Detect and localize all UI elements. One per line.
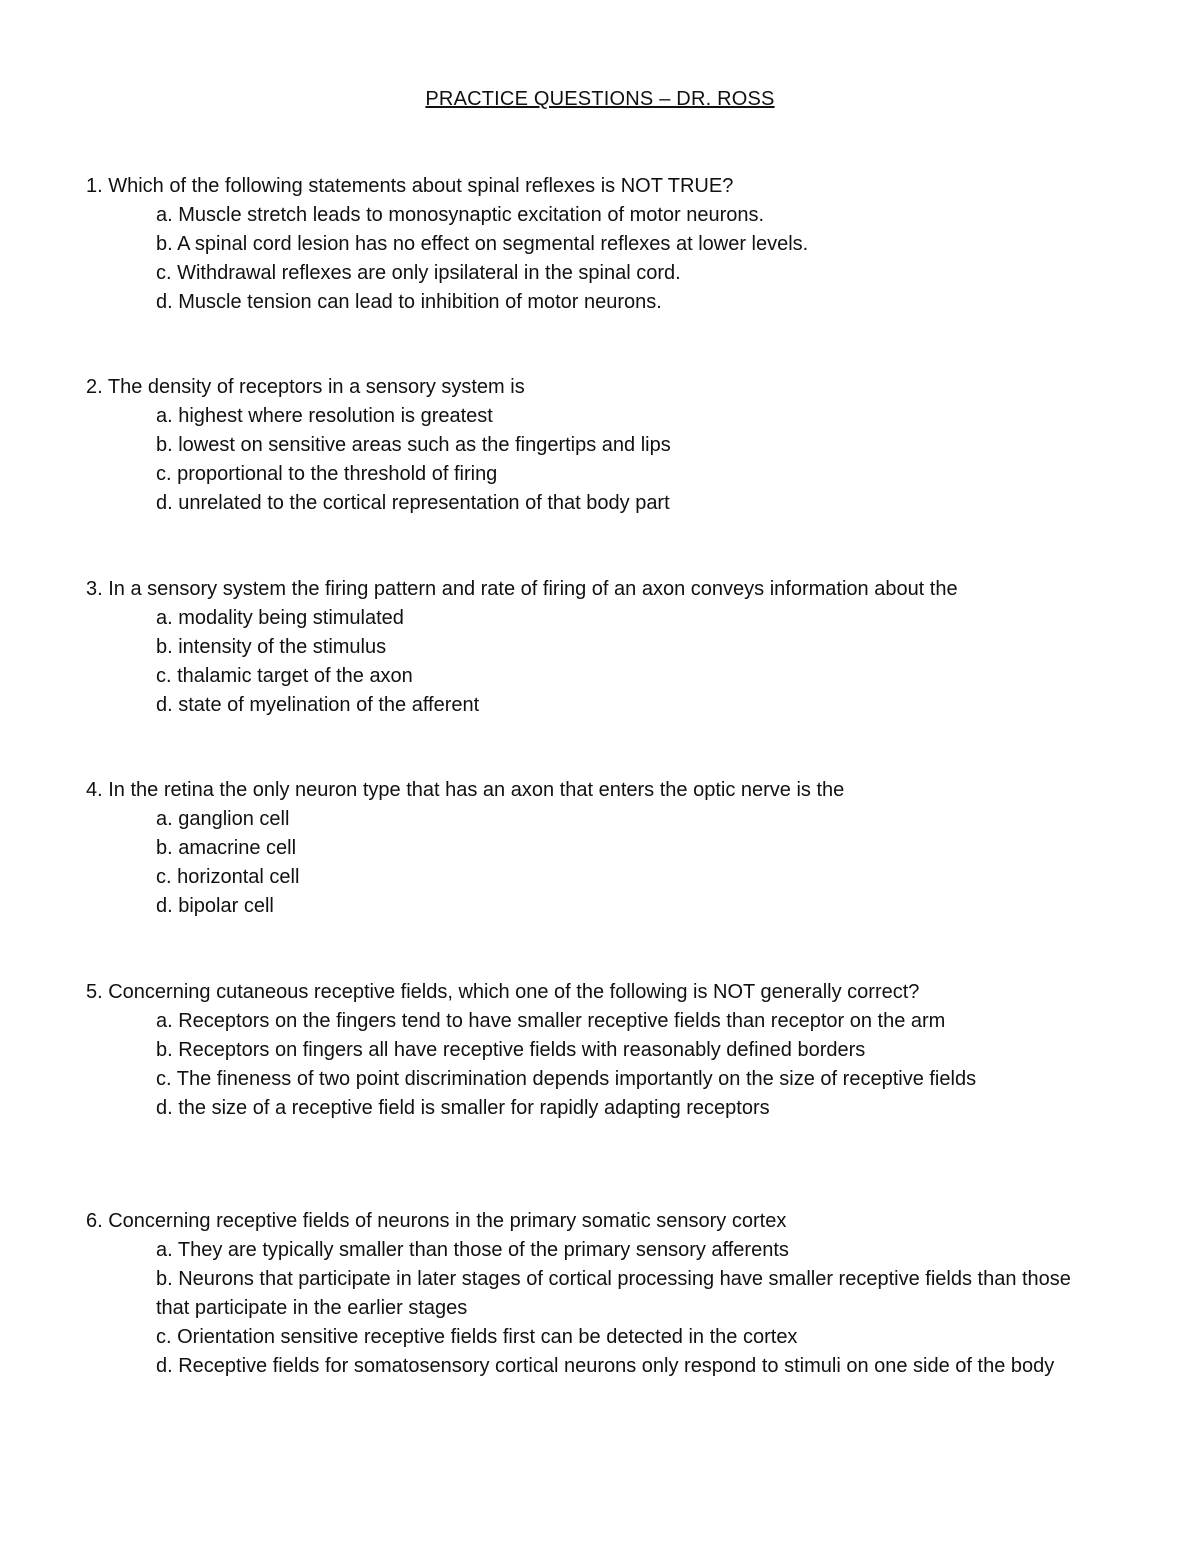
answer-option: d. state of myelination of the afferent: [156, 694, 480, 716]
answer-option: b. intensity of the stimulus: [156, 636, 387, 658]
question-text: 5. Concerning cutaneous receptive fields, which one of the following is NOT generally correct?: [86, 981, 920, 1003]
answer-option: a. Receptors on the fingers tend to have smaller receptive fields than receptor on the arm: [156, 1010, 946, 1032]
question-2: [86, 373, 1116, 518]
question-5: [86, 978, 1116, 1123]
question-text: 2. The density of receptors in a sensory system is: [86, 376, 525, 398]
answer-option: b. A spinal cord lesion has no effect on segmental reflexes at lower levels.: [156, 233, 809, 255]
answer-option: c. horizontal cell: [156, 866, 300, 888]
answer-option: a. Muscle stretch leads to monosynaptic excitation of motor neurons.: [156, 204, 765, 226]
answer-option: c. Orientation sensitive receptive fields first can be detected in the cortex: [156, 1326, 798, 1348]
answer-option: c. proportional to the threshold of firing: [156, 463, 498, 485]
question-text: 1. Which of the following statements about spinal reflexes is NOT TRUE?: [86, 175, 734, 197]
answer-option: b. amacrine cell: [156, 837, 297, 859]
question-text: 4. In the retina the only neuron type that has an axon that enters the optic nerve is the: [86, 779, 845, 801]
page-title: PRACTICE QUESTIONS – DR. ROSS: [425, 88, 775, 110]
answer-option: a. modality being stimulated: [156, 607, 404, 629]
answer-options: [86, 805, 1116, 921]
answer-option: d. the size of a receptive field is smaller for rapidly adapting receptors: [156, 1097, 770, 1119]
answer-option: a. highest where resolution is greatest: [156, 405, 493, 427]
question-3: [86, 575, 1116, 720]
answer-option: a. They are typically smaller than those of the primary sensory afferents: [156, 1239, 789, 1261]
answer-option: d. unrelated to the cortical representation of that body part: [156, 492, 670, 514]
answer-option: b. Receptors on fingers all have receptive fields with reasonably defined borders: [156, 1039, 866, 1061]
answer-option: a. ganglion cell: [156, 808, 290, 830]
answer-option: c. Withdrawal reflexes are only ipsilateral in the spinal cord.: [156, 262, 681, 284]
question-text: 6. Concerning receptive fields of neurons in the primary somatic sensory cortex: [86, 1210, 787, 1232]
answer-options: [86, 402, 1116, 518]
question-1: [86, 172, 1116, 317]
answer-options: [86, 604, 1116, 720]
answer-options: [86, 201, 1116, 317]
answer-option: d. Receptive fields for somatosensory cortical neurons only respond to stimuli on one side of the body: [156, 1355, 1055, 1377]
answer-option: d. bipolar cell: [156, 895, 274, 917]
answer-option: b. lowest on sensitive areas such as the fingertips and lips: [156, 434, 671, 456]
answer-options: [86, 1236, 1116, 1381]
question-4: [86, 776, 1116, 921]
answer-option: d. Muscle tension can lead to inhibition of motor neurons.: [156, 291, 662, 313]
answer-option: b. Neurons that participate in later stages of cortical processing have smaller receptive fields than those that participate in the earlier stages: [156, 1268, 1071, 1319]
question-text: 3. In a sensory system the firing pattern and rate of firing of an axon conveys information about the: [86, 578, 958, 600]
question-6: [86, 1207, 1116, 1381]
answer-options: [86, 1007, 1116, 1123]
answer-option: c. The fineness of two point discrimination depends importantly on the size of receptive fields: [156, 1068, 977, 1090]
answer-option: c. thalamic target of the axon: [156, 665, 413, 687]
